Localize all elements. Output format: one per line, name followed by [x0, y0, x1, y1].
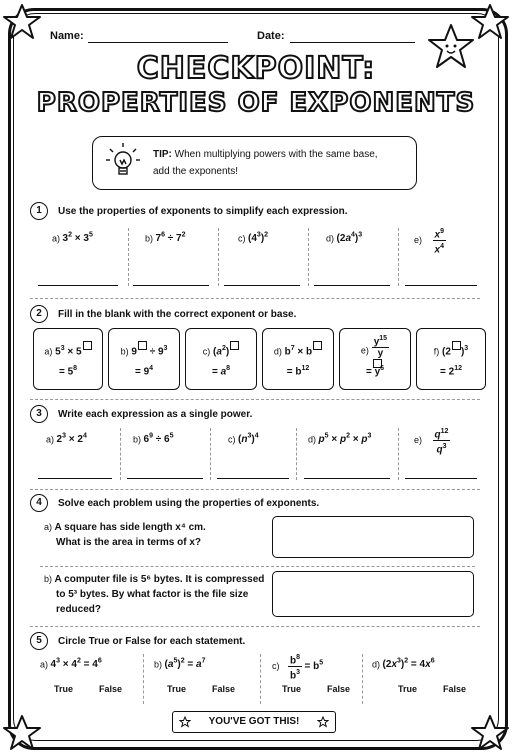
true-option[interactable]: True	[54, 684, 74, 694]
statement-5a: a) $4^3 \times 4^2 = 4^6$	[40, 658, 102, 671]
star-icon	[317, 716, 329, 728]
section-number: 3	[30, 405, 48, 423]
problem-1b: b) $7^6 \div 7^2$	[145, 232, 186, 245]
problem-1d: d) $(2a^4)^3$	[326, 232, 363, 245]
problem-card-2e: e) $\frac{y^{15}}{y}$ = $y^6$	[339, 328, 411, 390]
statement-5b: b) $(a^5)^2 = a^7$	[154, 658, 206, 671]
problem-4a: a) A square has side length x⁴ cm. What is the area in terms of x?	[44, 522, 206, 548]
section-number: 5	[30, 632, 48, 650]
answer-line[interactable]	[405, 478, 477, 479]
star-icon	[2, 2, 42, 42]
encouragement-banner	[172, 711, 336, 733]
answer-box-4a[interactable]	[272, 516, 474, 558]
answer-line[interactable]	[217, 478, 289, 479]
blank-box[interactable]	[230, 341, 239, 350]
problem-4b: b) A computer file is 5⁶ bytes. It is compressed to 5³ bytes. By what factor is the file size reduced?	[44, 574, 265, 615]
problem-card-2f: f) (2 )$^3$ = $2^{12}$	[416, 328, 486, 390]
worksheet-title-line2: PROPERTIES OF EXPONENTS	[36, 88, 476, 118]
problem-3a: a) $2^3 \times 2^4$	[46, 433, 87, 446]
name-field[interactable]	[88, 42, 228, 43]
problem-3c: c) $(n^3)^4$	[228, 433, 259, 446]
blank-box[interactable]	[83, 341, 92, 350]
problem-3d: d) $p^5 \times p^2 \times p^3$	[308, 433, 372, 446]
problem-card-2b: b) $9 \div 9^3$ = $9^4$	[108, 328, 180, 390]
tip-label: TIP:	[153, 149, 172, 160]
answer-line[interactable]	[133, 285, 209, 286]
banner-text: YOU'VE GOT THIS!	[208, 716, 300, 727]
name-label: Name:	[50, 30, 84, 42]
tip-box	[92, 136, 417, 190]
blank-box[interactable]	[138, 341, 147, 350]
true-option[interactable]: True	[282, 684, 302, 694]
section-title: Use the properties of exponents to simplify each expression.	[58, 206, 348, 217]
problem-card-2c: c) $(a^2)$ = $a^8$	[185, 328, 257, 390]
false-option[interactable]: False	[443, 684, 467, 694]
answer-line[interactable]	[224, 285, 300, 286]
statement-5d: d) $(2x^3)^2 = 4x^6$	[372, 658, 435, 671]
answer-line[interactable]	[314, 285, 390, 286]
star-icon	[179, 716, 191, 728]
true-option[interactable]: True	[398, 684, 418, 694]
problem-1a: a) $3^2 \times 3^5$	[52, 232, 93, 245]
date-label: Date:	[257, 30, 285, 42]
worksheet-title-line1: CHECKPOINT:	[136, 51, 376, 86]
answer-line[interactable]	[405, 285, 477, 286]
blank-box[interactable]	[313, 341, 322, 350]
section-title: Fill in the blank with the correct exponent or base.	[58, 309, 297, 320]
answer-line[interactable]	[38, 285, 118, 286]
section-number: 2	[30, 305, 48, 323]
section-title: Write each expression as a single power.	[58, 409, 253, 420]
section-number: 1	[30, 202, 48, 220]
problem-card-2d: d) $b^7 \times b$ = $b^{12}$	[262, 328, 334, 390]
tip-text-line1: When multiplying powers with the same base,	[174, 149, 378, 160]
star-icon	[470, 713, 510, 753]
false-option[interactable]: False	[327, 684, 351, 694]
problem-1c: c) $(4^3)^2$	[238, 232, 269, 245]
false-option[interactable]: False	[99, 684, 123, 694]
problem-card-2a: a) $5^3 \times 5$ = $5^8$	[33, 328, 103, 390]
blank-box[interactable]	[452, 341, 461, 350]
true-option[interactable]: True	[167, 684, 187, 694]
problem-3e: e) $\frac{q^{12}}{q^3}$	[414, 428, 449, 456]
problem-1e: e) $\frac{x^9}{x^4}$	[414, 228, 444, 256]
tip-text-line2: add the exponents!	[153, 166, 239, 177]
section-number: 4	[30, 494, 48, 512]
answer-line[interactable]	[304, 478, 390, 479]
section-title: Solve each problem using the properties of exponents.	[58, 498, 320, 509]
answer-box-4b[interactable]	[272, 571, 474, 617]
statement-5c: c) $\frac{b^8}{b^3}$ = $b^5$	[272, 654, 324, 682]
lightbulb-icon	[103, 141, 143, 185]
star-icon	[2, 713, 42, 753]
problem-3b: b) $6^9 \div 6^5$	[133, 433, 174, 446]
section-title: Circle True or False for each statement.	[58, 636, 246, 647]
answer-line[interactable]	[127, 478, 203, 479]
date-field[interactable]	[290, 42, 415, 43]
answer-line[interactable]	[38, 478, 112, 479]
false-option[interactable]: False	[212, 684, 236, 694]
